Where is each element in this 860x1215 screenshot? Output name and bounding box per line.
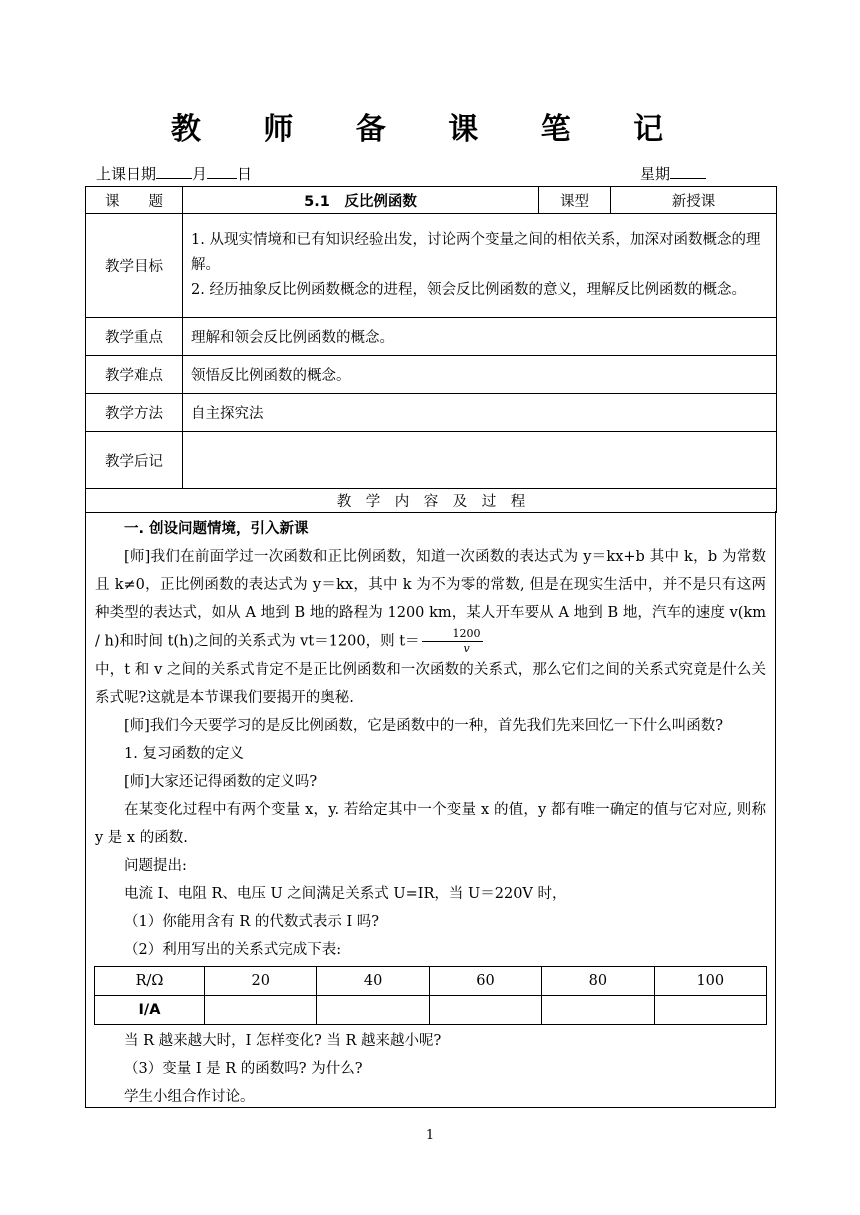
paragraph: 电流 I、电阻 R、电压 U 之间满足关系式 U=IR，当 U＝220V 时， — [124, 886, 567, 902]
table-cell: 60 — [429, 967, 541, 996]
weekday-label: 星期 — [639, 165, 670, 183]
month-label: 月 — [192, 165, 208, 183]
method-value: 自主探究法 — [183, 394, 777, 432]
section-heading: 一. 创设问题情境，引入新课 — [124, 521, 309, 537]
goal-item: 2. 经历抽象反比例函数概念的进程，领会反比例函数的意义，理解反比例函数的概念。 — [191, 282, 746, 298]
paragraph: 中，t 和 v 之间的关系式肯定不是正比例函数和一次函数的关系式，那么它们之间的关系式究竟是什么关系式呢?这就是本节课我们要揭开的奥秘. — [95, 662, 766, 706]
date-label: 上课日期 — [96, 165, 157, 183]
type-value: 新授课 — [611, 187, 777, 214]
fraction-numerator: 1200 — [422, 627, 483, 642]
paragraph: （2）利用写出的关系式完成下表: — [124, 942, 342, 958]
goals-row — [86, 214, 777, 318]
difficulty-value: 领悟反比例函数的概念。 — [183, 356, 777, 394]
table-cell: 80 — [542, 967, 654, 996]
paragraph — [95, 543, 766, 656]
paragraph-text: [师]我们在前面学过一次函数和正比例函数，知道一次函数的表达式为 y＝kx+b 其中 k，b 为常数且 k≠0，正比例函数的表达式为 y＝kx，其中 k 为不为零的常数, 但是在现实生活中，并不是只有这两种类型的表达式，如从 A 地到 B 地的路程为 1200 km，某人开车要从 A 地到 B 地，汽车的速度 v(km / h)和时间 t(h)之间的关系式为 vt＝1200，则 t＝ — [95, 549, 766, 650]
method-row — [86, 394, 777, 432]
paragraph: 问题提出: — [124, 858, 187, 874]
lesson-info-table — [85, 186, 777, 513]
table-cell-blank[interactable] — [654, 996, 766, 1025]
difficulty-label: 教学难点 — [86, 356, 183, 394]
lesson-content — [86, 511, 775, 1111]
notes-value — [183, 432, 777, 489]
difficulty-row — [86, 356, 777, 394]
notes-label: 教学后记 — [86, 432, 183, 489]
notes-row — [86, 432, 777, 489]
type-label: 课型 — [539, 187, 611, 214]
goals-label: 教学目标 — [86, 214, 183, 318]
resistance-current-table — [94, 966, 767, 1025]
section-header-row — [86, 489, 777, 513]
goal-item: 1. 从现实情境和已有知识经验出发，讨论两个变量之间的相依关系，加深对函数概念的理解。 — [191, 232, 761, 273]
page-number: 1 — [425, 1128, 435, 1143]
lesson-content-box — [85, 511, 776, 1108]
topic-label: 课 题 — [86, 187, 183, 214]
day-label: 日 — [237, 165, 253, 183]
key-label: 教学重点 — [86, 318, 183, 356]
fraction — [422, 627, 483, 656]
table-cell-blank[interactable] — [542, 996, 654, 1025]
paragraph: （1）你能用含有 R 的代数式表示 I 吗? — [124, 914, 380, 930]
section-header: 教 学 内 容 及 过 程 — [86, 489, 777, 513]
fraction-denominator: v — [463, 642, 470, 655]
table-cell-label: R/Ω — [95, 967, 205, 996]
weekday-blank[interactable] — [670, 162, 706, 179]
method-label: 教学方法 — [86, 394, 183, 432]
paragraph: 学生小组合作讨论。 — [124, 1089, 255, 1105]
goals-value — [183, 214, 777, 318]
weekday-group — [640, 162, 706, 186]
topic-value: 5.1 反比例函数 — [183, 187, 539, 214]
key-value: 理解和领会反比例函数的概念。 — [183, 318, 777, 356]
table-cell: 20 — [205, 967, 317, 996]
table-cell-blank[interactable] — [429, 996, 541, 1025]
key-row — [86, 318, 777, 356]
date-line — [96, 162, 776, 186]
table-cell: 100 — [654, 967, 766, 996]
month-blank[interactable] — [156, 162, 192, 179]
paragraph: [师]大家还记得函数的定义吗? — [124, 774, 318, 790]
paragraph: （3）变量 I 是 R 的函数吗? 为什么? — [124, 1061, 363, 1077]
page-title: 教 师 备 课 笔 记 — [170, 112, 690, 147]
paragraph: 当 R 越来越大时，I 怎样变化? 当 R 越来越小呢? — [124, 1033, 442, 1049]
table-cell-blank[interactable] — [317, 996, 429, 1025]
table-cell-label: I/A — [95, 996, 205, 1025]
paragraph: 1. 复习函数的定义 — [124, 746, 244, 762]
day-blank[interactable] — [207, 162, 237, 179]
paragraph: [师]我们今天要学习的是反比例函数，它是函数中的一种，首先我们先来回忆一下什么叫函数? — [124, 718, 724, 734]
table-row — [95, 996, 767, 1025]
topic-row — [86, 187, 777, 214]
table-cell-blank[interactable] — [205, 996, 317, 1025]
paragraph: 在某变化过程中有两个变量 x，y. 若给定其中一个变量 x 的值，y 都有唯一确定的值与它对应, 则称 y 是 x 的函数. — [95, 802, 766, 846]
table-cell: 40 — [317, 967, 429, 996]
table-row — [95, 967, 767, 996]
